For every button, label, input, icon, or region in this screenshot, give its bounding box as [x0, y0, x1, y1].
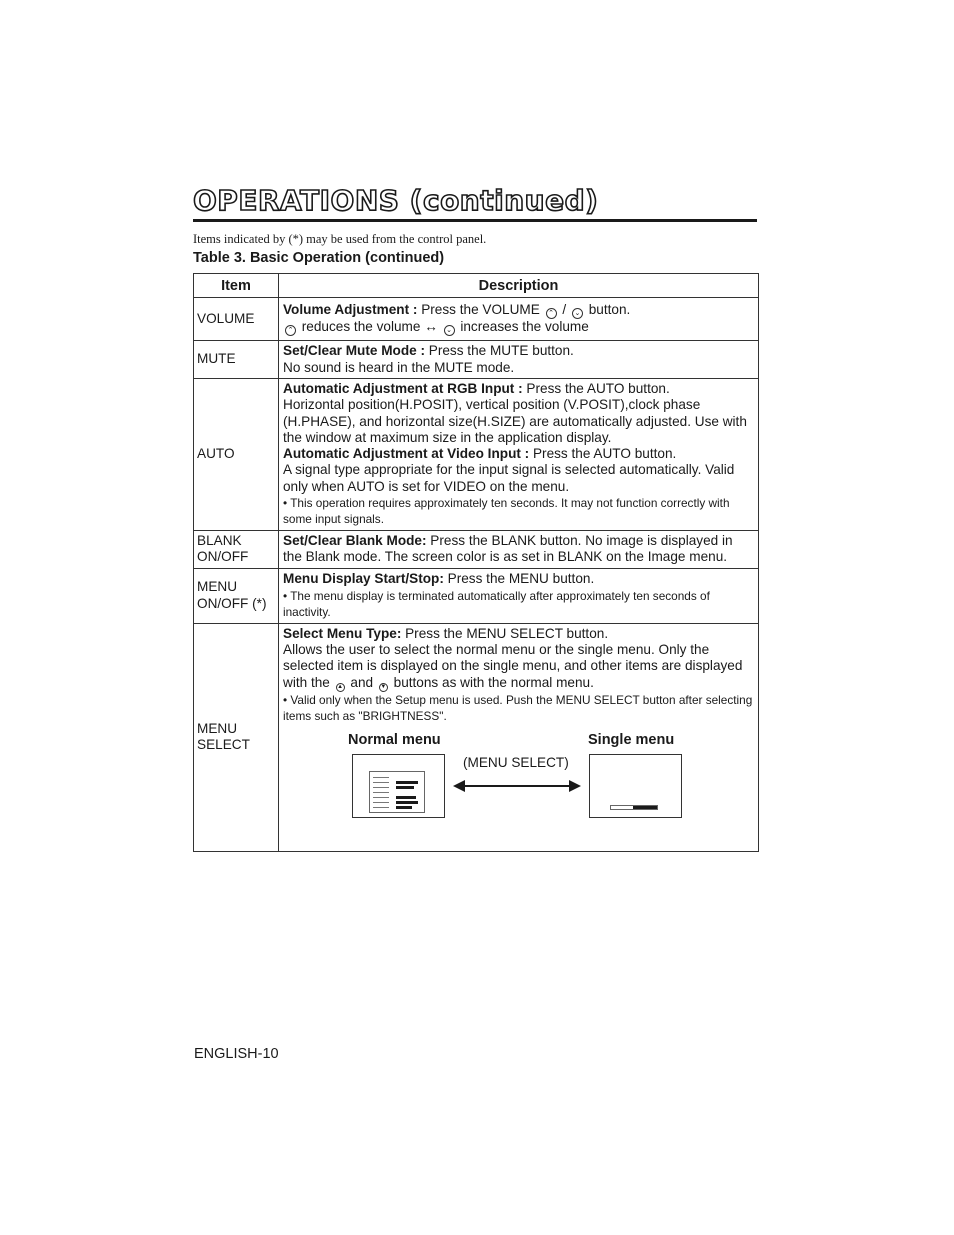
- menu-select-heading: Select Menu Type:: [283, 625, 402, 641]
- menu-select-caption: (MENU SELECT): [463, 755, 569, 771]
- table-caption: Table 3. Basic Operation (continued): [193, 250, 445, 266]
- desc-volume: [279, 298, 759, 341]
- auto-video-heading: Automatic Adjustment at Video Input :: [283, 446, 530, 462]
- menu-select-text-3: buttons as with the normal menu.: [389, 674, 594, 690]
- menu-onoff-note: • The menu display is terminated automatically after approximately ten seconds of inactivity.: [283, 588, 710, 619]
- table-header-row: [194, 274, 759, 298]
- normal-menu-screen: [352, 754, 445, 818]
- volume-text-4: increases the volume: [456, 319, 589, 334]
- table-row-blank: [194, 530, 759, 568]
- control-panel-note: Items indicated by (*) may be used from the control panel.: [193, 232, 487, 246]
- item-menu-onoff-line-2: ON/OFF (*): [197, 595, 267, 611]
- desc-mute: [279, 341, 759, 379]
- single-menu-label: Single menu: [588, 732, 675, 749]
- mute-heading: Set/Clear Mute Mode :: [283, 343, 425, 359]
- mute-text-2: No sound is heard in the MUTE mode.: [283, 359, 515, 375]
- item-volume: VOLUME: [194, 298, 279, 341]
- up-arrow-button-icon: ▲: [337, 683, 344, 690]
- header-item: Item: [194, 274, 279, 298]
- menu-onoff-text-1: Press the MENU button.: [443, 571, 595, 587]
- volume-up-icon: ⌃: [546, 308, 557, 319]
- desc-blank: [279, 530, 759, 568]
- volume-down-icon: ⌄: [444, 325, 455, 336]
- auto-text-3: Press the AUTO button.: [529, 446, 677, 462]
- desc-menu-select: [279, 623, 759, 851]
- item-blank-line-1: BLANK: [197, 532, 242, 548]
- item-blank-line-2: ON/OFF: [197, 549, 249, 565]
- volume-text-1: Press the VOLUME: [417, 302, 544, 317]
- mute-text-1: Press the MUTE button.: [425, 343, 574, 359]
- auto-note: • This operation requires approximately ten seconds. It may not function correctly with some input signals.: [283, 496, 730, 527]
- page-title: OPERATIONS (continued): [193, 184, 599, 217]
- blank-heading: Set/Clear Blank Mode:: [283, 532, 427, 548]
- table-row-mute: [194, 341, 759, 379]
- desc-menu-onoff: [279, 568, 759, 623]
- menu-onoff-heading: Menu Display Start/Stop:: [283, 571, 444, 587]
- menu-select-text-1: Press the MENU SELECT button.: [401, 625, 609, 641]
- item-menu-select-line-1: MENU: [197, 721, 238, 737]
- volume-text-3: reduces the volume: [298, 319, 425, 334]
- volume-slash: /: [558, 302, 570, 317]
- menu-select-text-2: Allows the user to select the normal menu or the single menu. Only the selected item is displayed on the single menu, and other items are displayed with the: [283, 641, 743, 690]
- menu-select-note: • Valid only when the Setup menu is used. Push the MENU SELECT button after selecting items such as "BRIGHTNESS".: [283, 692, 753, 723]
- item-auto: AUTO: [194, 379, 279, 531]
- auto-text-2: Horizontal position(H.POSIT), vertical position (V.POSIT),clock phase (H.PHASE), and horizontal size(H.SIZE) are automatically adjusted. Use with the window at maximum size in the application display.: [283, 397, 747, 445]
- double-arrow-icon: ↔: [424, 319, 438, 334]
- header-description: Description: [279, 274, 759, 298]
- normal-menu-label: Normal menu: [348, 732, 441, 749]
- table-row-menu-onoff: [194, 568, 759, 623]
- volume-text-2: button.: [584, 302, 631, 317]
- title-rule: [193, 219, 757, 222]
- desc-auto: [279, 379, 759, 531]
- single-menu-screen: [589, 754, 682, 818]
- item-menu-onoff: [194, 568, 279, 623]
- menu-select-illustration: [283, 724, 754, 849]
- item-menu-select-line-2: SELECT: [197, 737, 250, 753]
- table-row-auto: [194, 379, 759, 531]
- double-arrow-icon: [455, 785, 579, 787]
- page-footer: ENGLISH-10: [194, 1046, 279, 1062]
- auto-text-4: A signal type appropriate for the input signal is selected automatically. Valid only when AUTO is set for VIDEO on the menu.: [283, 462, 735, 494]
- item-mute: MUTE: [194, 341, 279, 379]
- down-arrow-button-icon: ▼: [380, 683, 387, 690]
- single-menu-thumbnail: [610, 805, 658, 810]
- page-title-block: [193, 183, 757, 219]
- item-menu-onoff-line-1: MENU: [197, 579, 238, 595]
- volume-heading: Volume Adjustment :: [283, 302, 418, 317]
- auto-rgb-heading: Automatic Adjustment at RGB Input :: [283, 381, 523, 396]
- menu-select-and: and: [346, 674, 377, 690]
- volume-up-icon: ⌃: [285, 325, 296, 336]
- table-row-volume: [194, 298, 759, 341]
- item-menu-select: [194, 623, 279, 851]
- normal-menu-thumbnail: [369, 771, 425, 813]
- volume-down-icon: ⌄: [572, 308, 583, 319]
- item-blank: [194, 530, 279, 568]
- auto-text-1: Press the AUTO button.: [522, 381, 670, 396]
- table-row-menu-select: [194, 623, 759, 851]
- basic-operation-table: [193, 273, 759, 852]
- blank-text-1: Press the BLANK button. No image is displayed in the Blank mode. The screen color is as set in BLANK on the Image menu.: [283, 532, 733, 565]
